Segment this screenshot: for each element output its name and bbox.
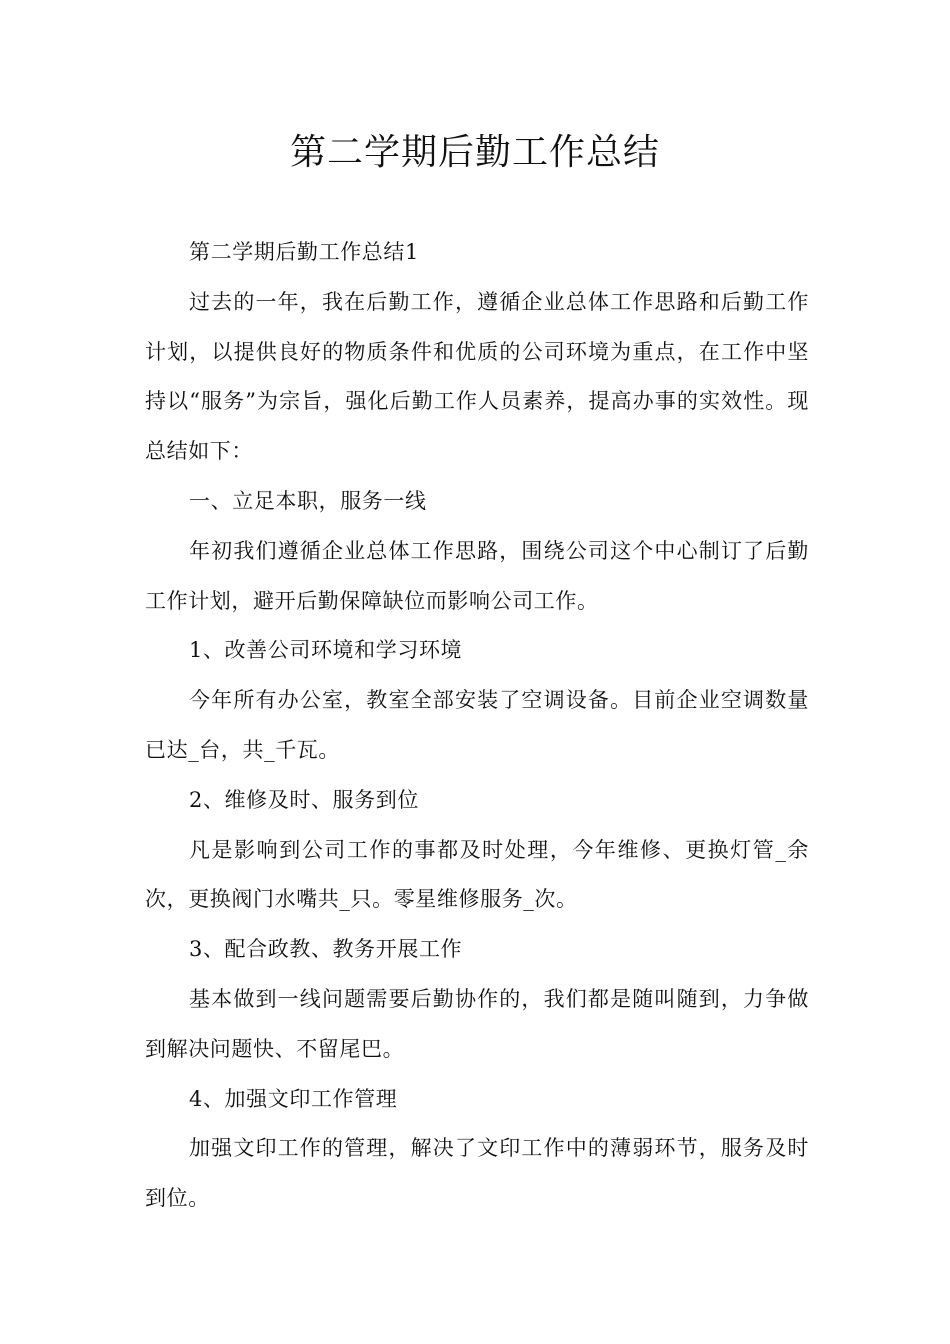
body-paragraph: 今年所有办公室，教室全部安装了空调设备。目前企业空调数量已达_台，共_千瓦。: [145, 688, 809, 762]
section-heading: 第二学期后勤工作总结1: [189, 240, 419, 264]
body-paragraph: 过去的一年，我在后勤工作，遵循企业总体工作思路和后勤工作计划，以提供良好的物质条件和优质的公司环境为重点，在工作中坚持以“服务”为宗旨，强化后勤工作人员素养，提高办事的实效性。现总结如下：: [145, 289, 809, 464]
subsection-heading: 2、维修及时、服务到位: [189, 787, 419, 812]
document-title: 第二学期后勤工作总结: [289, 132, 660, 173]
subsection-heading: 4、加强文印工作管理: [189, 1086, 398, 1111]
body-paragraph: 凡是影响到公司工作的事都及时处理，今年维修、更换灯管_余次，更换阀门水嘴共_只。零星维修服务_次。: [145, 837, 809, 912]
subsection-heading: 3、配合政教、教务开展工作: [189, 937, 463, 962]
body-paragraph: 加强文印工作的管理，解决了文印工作中的薄弱环节，服务及时到位。: [145, 1136, 809, 1211]
body-paragraph: 基本做到一线问题需要后勤协作的，我们都是随叫随到，力争做到解决问题快、不留尾巴。: [145, 986, 809, 1061]
document-body: [145, 228, 809, 1224]
subsection-heading: 1、改善公司环境和学习环境: [189, 638, 463, 663]
section-heading: 一、立足本职，服务一线: [189, 488, 427, 513]
body-paragraph: 年初我们遵循企业总体工作思路，围绕公司这个中心制订了后勤工作计划，避开后勤保障缺位而影响公司工作。: [145, 538, 809, 613]
